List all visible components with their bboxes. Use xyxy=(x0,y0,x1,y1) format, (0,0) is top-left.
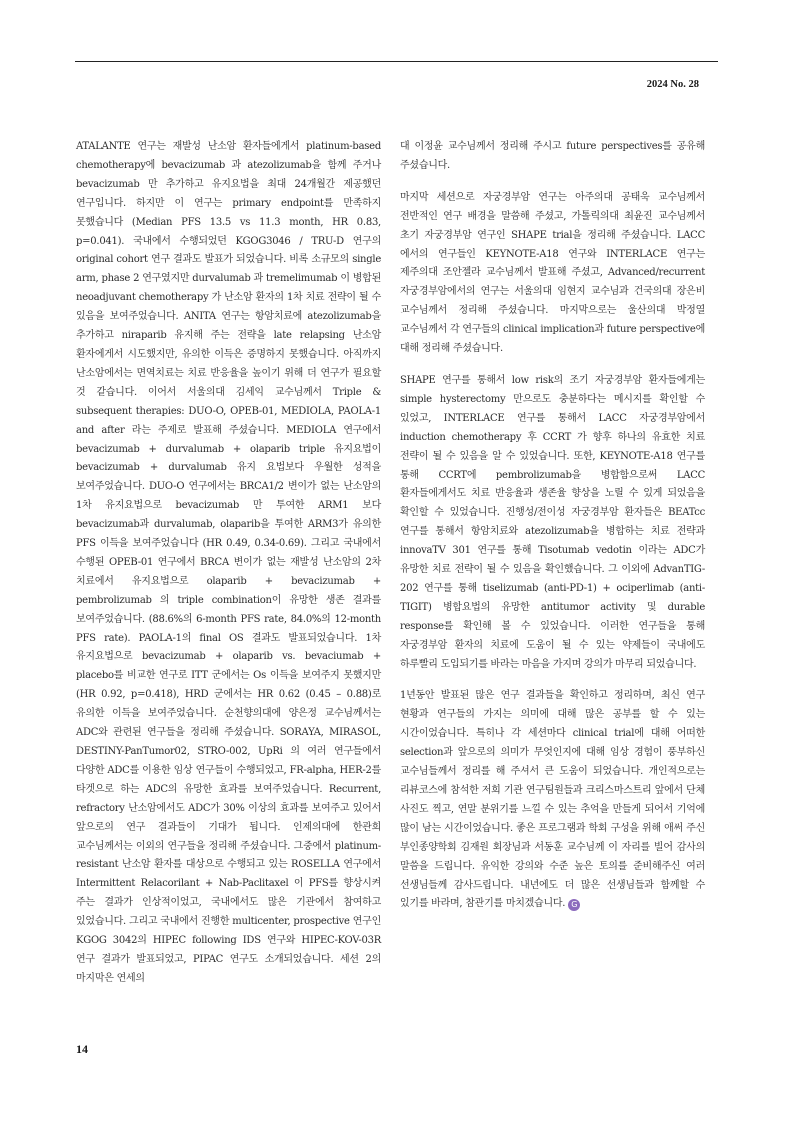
right-paragraph-2: 마지막 세션으로 자궁경부암 연구는 아주의대 공태욱 교수님께서 전반적인 연구 배경을 말씀해 주셨고, 가톨릭의대 최윤진 교수님께서 초기 자궁경부암 연구인 SHAPE trial을 정리해 주셨습니다. LACC 에서의 연구들인 KEYNOTE-A18 연구와 INTERLACE 연구는 제주의대 조안젤라 교수님께서 발표해 주셨고, Advanced/recurrent 자궁경부암에서의 연구는 서울의대 임현지 교수님과 건국의대 장은비 교수님께서 정리해 주셨습니다. 마지막으로는 울산의대 박정열 교수님께서 각 연구들의 clinical implication과 future perspective에 대해 정리해 주셨습니다. xyxy=(400,191,705,355)
page-number: 14 xyxy=(76,1042,88,1056)
left-column xyxy=(76,138,381,989)
right-column xyxy=(400,138,705,914)
right-paragraph-1: 대 이정윤 교수님께서 정리해 주시고 future perspectives를 공유해 주셨습니다. xyxy=(400,141,705,171)
right-paragraph-3: SHAPE 연구를 통해서 low risk의 조기 자궁경부암 환자들에게는 simple hysterectomy 만으로도 충분하다는 메시지를 확인할 수 있었고, INTERLACE 연구를 통해서 LACC 자궁경부암에서 induction chemotherapy 후 CCRT 가 향후 하나의 유효한 치료 전략이 될 수 있음을 알 수 있었습니다. 또한, KEYNOTE-A18 연구를 통해 CCRT에 pembrolizumab을 병합함으로써 LACC 환자들에게서도 치료 반응율과 생존율 향상을 노릴 수 있게 되었음을 확인할 수 있었습니다. 진행성/전이성 자궁경부암 환자들은 BEATcc 연구를 통해서 항암치료와 atezolizumab을 병합하는 치료 전략과 innovaTV 301 연구를 통해 Tisotumab vedotin 이라는 ADC가 유망한 치료 전략이 될 수 있음을 확인했습니다. 그 이외에 AdvanTIG-202 연구를 통해 tiselizumab (anti-PD-1) + ociperlimab (anti-TIGIT) 병합요법의 유망한 antitumor activity 및 durable response를 확인해 볼 수 있었습니다. 이러한 연구들을 통해 자궁경부암 환자의 치료에 도움이 될 수 있는 약제들이 국내에도 하루빨리 도입되기를 바라는 마음을 가지며 강의가 마무리 되었습니다. xyxy=(400,374,705,670)
header-rule xyxy=(75,61,718,62)
left-paragraph-1: ATALANTE 연구는 재발성 난소암 환자들에게서 platinum-based chemotherapy에 bevacizumab 과 atezolizumab을 함께 주거나 bevacizumab 만 추가하고 유지요법을 최대 24개월간 제공했던 연구입니다. 하지만 이 연구는 primary endpoint를 만족하지 못했습니다 (Median PFS 13.5 vs 11.3 month, HR 0.83, p=0.041). 국내에서 수행되었던 KGOG3046 / TRU-D 연구의 original cohort 연구 결과도 발표가 되었습니다. 비록 소규모의 single arm, phase 2 연구였지만 durvalumab 과 tremelimumab 이 병합된 neoadjuvant chemotherapy 가 난소암 환자의 1차 치료 전략이 될 수 있음을 보여주었습니다. ANITA 연구는 항암치료에 atezolizumab을 추가하고 niraparib 유지해 주는 전략을 late relapsing 난소암 환자에게서 시도했지만, 유의한 이득은 증명하지 못했습니다. 아직까지 난소암에서는 면역치료는 치료 반응율을 높이기 위해 더 연구가 필요할 것 같습니다. 이어서 서울의대 김세익 교수님께서 Triple & subsequent therapies: DUO-O, OPEB-01, MEDIOLA, PAOLA-1 and after 라는 주제로 발표해 주셨습니다. MEDIOLA 연구에서 bevacizumab + durvalumab + olaparib triple 유지요법이 bevacizumab + durvalumab 유지 요법보다 우월한 성적을 보여주었습니다. DUO-O 연구에서는 BRCA1/2 변이가 없는 난소암의 1차 유지요법으로 bevacizumab 만 투여한 ARM1 보다 bevacizumab과 durvalumab, olaparib을 투여한 ARM3가 유의한 PFS 이득을 보여주었습니다 (HR 0.49, 0.34-0.69). 그리고 국내에서 수행된 OPEB-01 연구에서 BRCA 변이가 없는 재발성 난소암의 2차 치료에서 유지요법으로 olaparib + bevacizumab + pembrolizumab 의 triple combination이 유망한 생존 결과를 보여주었습니다. (88.6%의 6-month PFS rate, 84.0%의 12-month PFS rate). PAOLA-1의 final OS 결과도 발표되었습니다. 1차 유지요법으로 bevacizumab + olaparib vs. bevaciumab + placebo를 비교한 연구로 ITT 군에서는 Os 이득을 보여주지 못했지만 (HR 0.92, p=0.418), HRD 군에서는 HR 0.62 (0.45 – 0.88)로 유의한 이득을 보여주었습니다. 순천향의대에 양은정 교수님께서는 ADC와 관련된 연구들을 정리해 주셨습니다. SORAYA, MIRASOL, DESTINY-PanTumor02, STRO-002, UpRi 의 여러 연구들에서 다양한 ADC를 이용한 임상 연구들이 수행되었고, FR-alpha, HER-2를 타겟으로 하는 ADC의 유망한 효과를 보여주었습니다. Recurrent, refractory 난소암에서도 ADC가 30% 이상의 효과를 보여주고 있어서 앞으로의 연구 결과들이 기대가 됩니다. 인제의대에 한관희 교수님께서는 이외의 연구들을 정리해 주셨습니다. 그중에서 platinum-resistant 난소암 환자를 대상으로 수행되고 있는 ROSELLA 연구에서 Intermittent Relacorilant + Nab-Paclitaxel 이 PFS를 향상시켜 주는 결과가 인상적이었고, 국내에서도 많은 기관에서 참여하고 있었습니다. 그리고 국내에서 진행한 multicenter, prospective 연구인 KGOG 3042의 HIPEC following IDS 연구와 HIPEC-KOV-03R 연구 결과가 발표되었고, PIPAC 연구도 소개되었습니다. 세션 2의 마지막은 연세의 xyxy=(76,141,381,984)
issue-number: 2024 No. 28 xyxy=(646,79,699,90)
right-paragraph-4 xyxy=(400,687,705,914)
closing-text: 1년동안 발표된 많은 연구 결과들을 확인하고 정리하며, 최신 연구 현황과 연구들의 가지는 의미에 대해 많은 공부를 할 수 있는 시간이었습니다. 특히나 각 세션마다 clinical trial에 대해 어떠한 selection과 앞으로의 의미가 무엇인지에 대해 임상 경험이 풍부하신 교수님들께서 정리를 해 주셔서 큰 도움이 되었습니다. 개인적으로는 리뷰코스에 참석한 저희 기관 연구팀원들과 크리스마스트리 앞에서 단체 사진도 찍고, 연말 분위기를 느낄 수 있는 추억을 만들게 되어서 기억에 많이 남는 시간이었습니다. 좋은 프로그램과 학회 구성을 위해 애써 주신 부인종양학회 김재원 회장님과 서동훈 교수님께 이 자리를 빌어 감사의 말씀을 드립니다. 유익한 강의와 수준 높은 토의를 준비해주신 여러 선생님들께 감사드립니다. 내년에도 더 많은 선생님들과 함께할 수 있기를 바라며, 참관기를 마치겠습니다. xyxy=(400,690,705,910)
end-mark-icon: G xyxy=(568,899,580,911)
